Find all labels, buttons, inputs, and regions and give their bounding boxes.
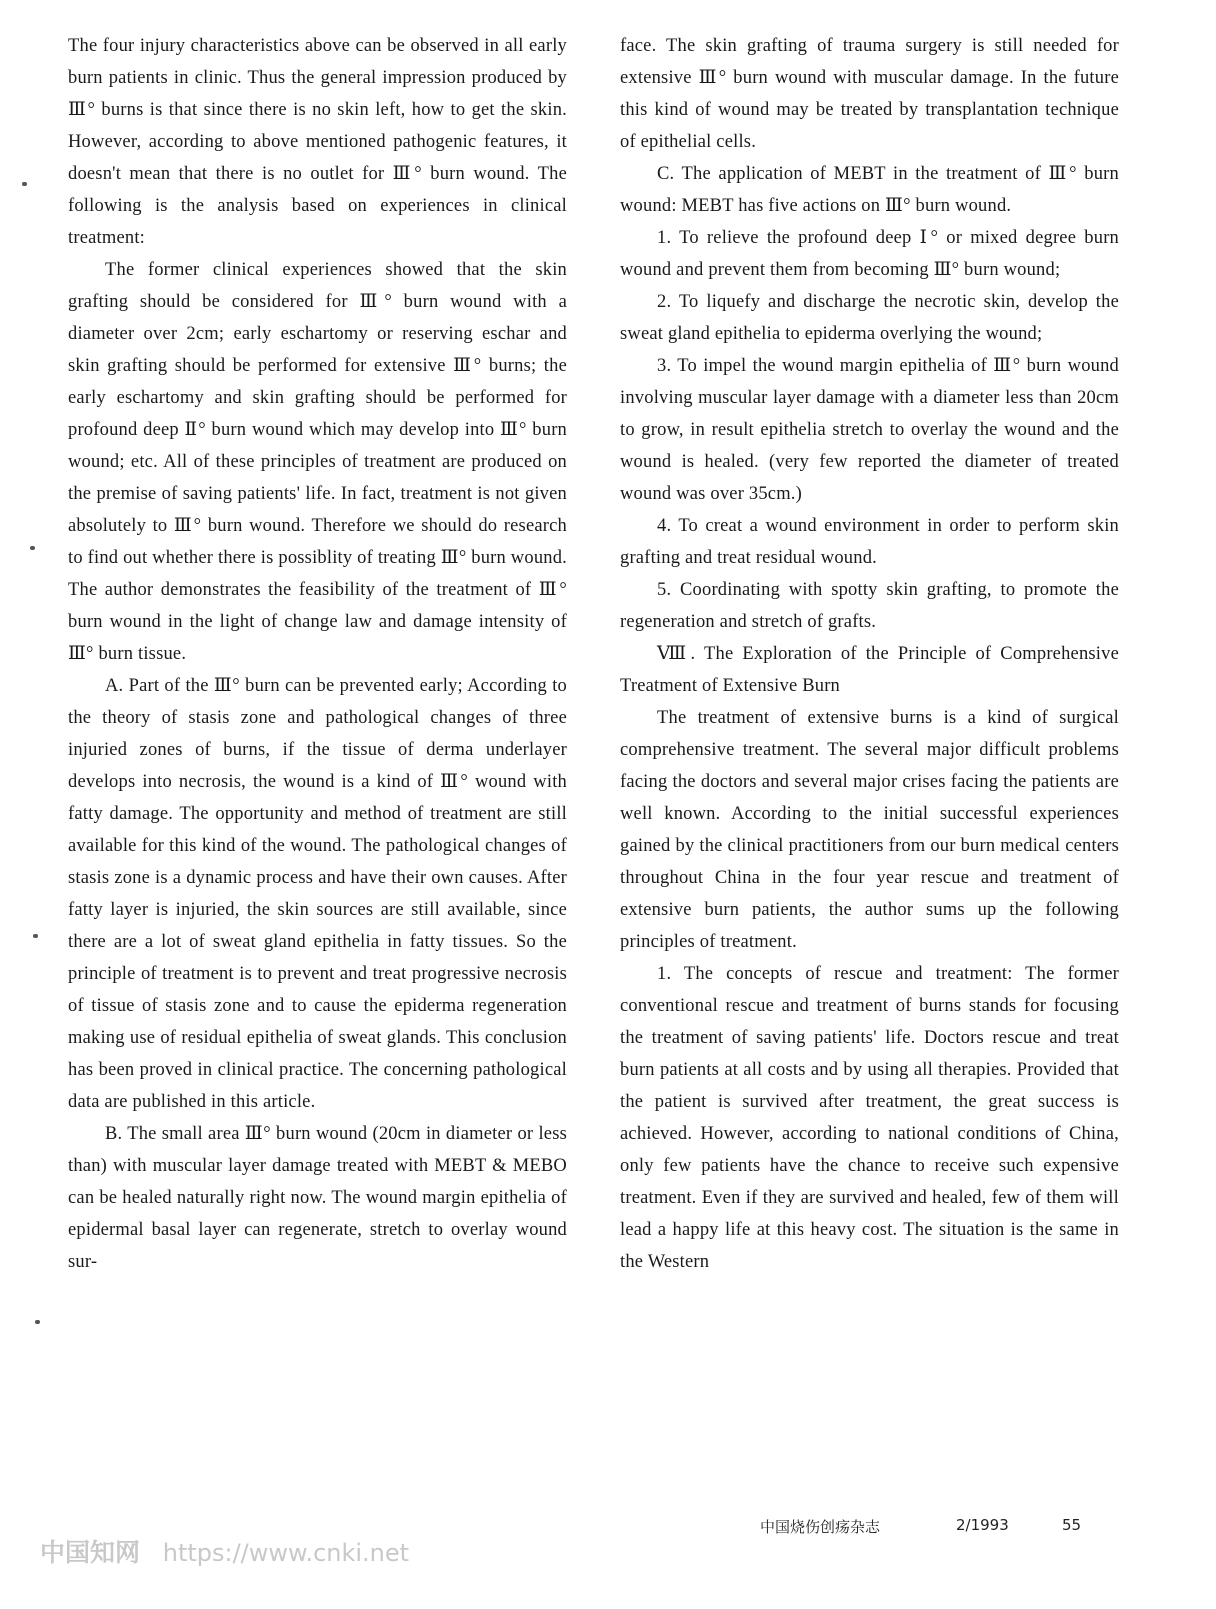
scan-mark	[30, 546, 35, 550]
page-number: 55	[1062, 1516, 1082, 1534]
cnki-watermark	[40, 1533, 409, 1569]
watermark-url: https://www.cnki.net	[162, 1539, 410, 1567]
paragraph: A. Part of the Ⅲ° burn can be prevented early; According to the theory of stasis zone and pathological changes of three injuried zones of burns, if the tissue of derma underlayer develops into necrosis, the wound is a kind of Ⅲ° wound with fatty damage. The opportunity and method of treatment are still available for this kind of the wound. The pathological changes of stasis zone is a dynamic process and have their own causes. After fatty layer is injuried, the skin sources are still available, since there are a lot of sweat gland epithelia in fatty tissues. So the principle of treatment is to prevent and treat progressive necrosis of tissue of stasis zone and to cause the epiderma regeneration making use of residual epithelia of sweat glands. This conclusion has been proved in clinical practice. The concerning pathological data are published in this article.	[68, 676, 567, 1112]
section-heading: Ⅷ. The Exploration of the Principle of Comprehensive Treatment of Extensive Burn	[620, 644, 1119, 696]
paragraph: The four injury characteristics above can be observed in all early burn patients in clinic. Thus the general impression produced by Ⅲ° burns is that since there is no skin left, how to get the skin. However, according to above mentioned pathogenic features, it doesn't mean that there is no outlet for Ⅲ° burn wound. The following is the analysis based on experiences in clinical treatment:	[68, 36, 567, 248]
list-item: 2. To liquefy and discharge the necrotic skin, develop the sweat gland epithelia to epiderma overlying the wound;	[620, 292, 1119, 344]
scan-mark	[22, 182, 27, 186]
list-item: 4. To creat a wound environment in order to perform skin grafting and treat residual wound.	[620, 516, 1119, 568]
paragraph: C. The application of MEBT in the treatment of Ⅲ° burn wound: MEBT has five actions on Ⅲ° burn wound.	[620, 164, 1119, 216]
paragraph: B. The small area Ⅲ° burn wound (20cm in diameter or less than) with muscular layer damage treated with MEBT & MEBO can be healed naturally right now. The wound margin epithelia of epidermal basal layer can regenerate, stretch to overlay wound sur-	[68, 1124, 567, 1272]
issue-number: 2/1993	[956, 1516, 1009, 1534]
right-column	[620, 30, 1119, 1278]
scan-mark	[35, 1320, 40, 1324]
journal-name: 中国烧伤创疡杂志	[760, 1518, 881, 1536]
list-item: 5. Coordinating with spotty skin grafting, to promote the regeneration and stretch of grafts.	[620, 580, 1119, 632]
paragraph: face. The skin grafting of trauma surgery is still needed for extensive Ⅲ° burn wound with muscular damage. In the future this kind of wound may be treated by transplantation technique of epithelial cells.	[620, 36, 1119, 152]
paragraph: The treatment of extensive burns is a kind of surgical comprehensive treatment. The several major difficult problems facing the doctors and several major crises facing the patients are well known. According to the initial successful experiences gained by the clinical practitioners from our burn medical centers throughout China in the four year rescue and treatment of extensive burn patients, the author sums up the following principles of treatment.	[620, 708, 1119, 952]
list-item: 3. To impel the wound margin epithelia of Ⅲ° burn wound involving muscular layer damage with a diameter less than 20cm to grow, in result epithelia stretch to overlay the wound and the wound is healed. (very few reported the diameter of treated wound was over 35cm.)	[620, 356, 1119, 504]
watermark-brand: 中国知网	[40, 1538, 141, 1567]
paragraph: The former clinical experiences showed that the skin grafting should be considered for Ⅲ° burn wound with a diameter over 2cm; early eschartomy or reserving eschar and skin grafting should be performed for extensive Ⅲ° burns; the early eschartomy and skin grafting should be performed for profound deep Ⅱ° burn wound which may develop into Ⅲ° burn wound; etc. All of these principles of treatment are produced on the premise of saving patients' life. In fact, treatment is not given absolutely to Ⅲ° burn wound. Therefore we should do research to find out whether there is possiblity of treating Ⅲ° burn wound. The author demonstrates the feasibility of the treatment of Ⅲ° burn wound in the light of change law and damage intensity of Ⅲ° burn tissue.	[68, 260, 567, 664]
list-item: 1. To relieve the profound deep Ⅰ° or mixed degree burn wound and prevent them from becoming Ⅲ° burn wound;	[620, 228, 1119, 280]
left-column	[68, 30, 567, 1278]
scan-mark	[33, 934, 38, 938]
paragraph: 1. The concepts of rescue and treatment: The former conventional rescue and treatment of burns stands for focusing the treatment of saving patients' life. Doctors rescue and treat burn patients at all costs and by using all therapies. Provided that the patient is survived after treatment, the great success is achieved. However, according to national conditions of China, only few patients have the chance to receive such expensive treatment. Even if they are survived and healed, few of them will lead a happy life at this heavy cost. The situation is the same in the Western	[620, 964, 1119, 1272]
